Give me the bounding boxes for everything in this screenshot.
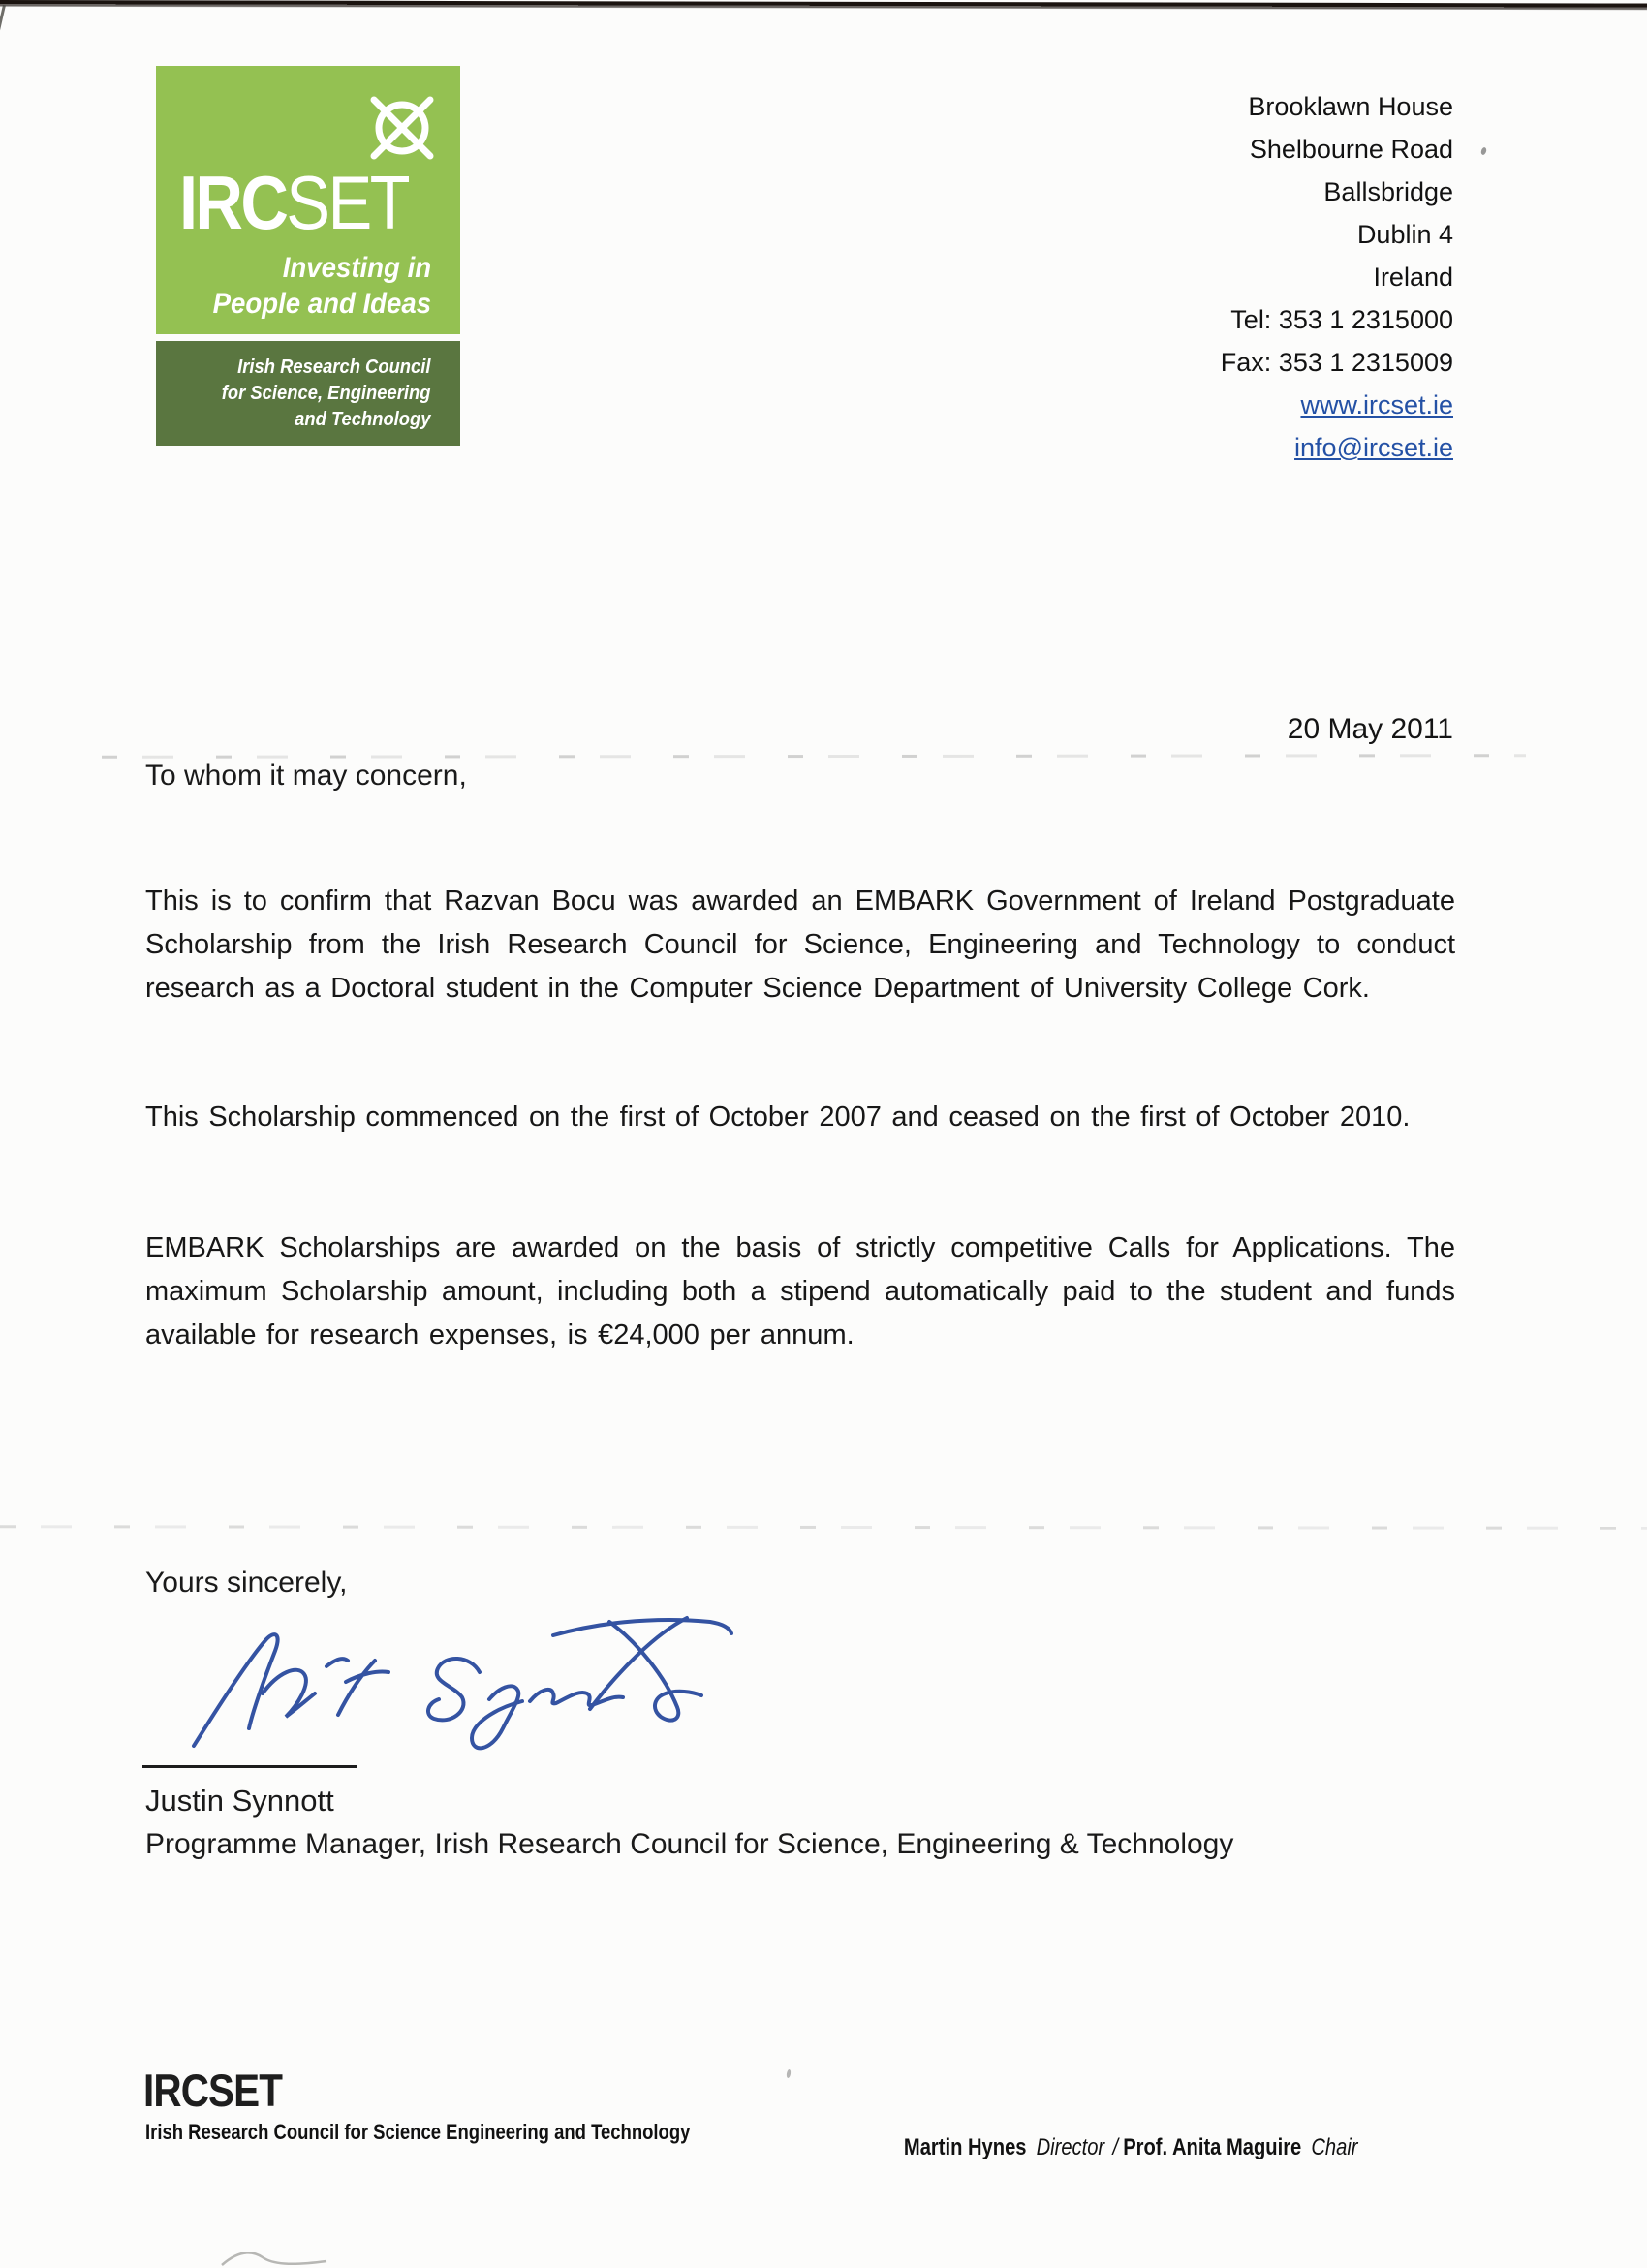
scan-streak-artifact <box>0 1525 1647 1529</box>
logo-tagline-line1: Investing in <box>282 252 431 284</box>
signer-title: Programme Manager, Irish Research Council for Science, Engineering & Technology <box>145 1828 1234 1860</box>
officer-role: Director <box>1036 2134 1105 2160</box>
footer-brand: IRCSET <box>143 2065 283 2116</box>
logo-wordmark <box>179 160 408 245</box>
address-line-fax: Fax: 353 1 2315009 <box>1220 348 1453 377</box>
signature-rule <box>142 1765 357 1768</box>
scan-streak-artifact <box>102 754 1526 759</box>
officer-name: Prof. Anita Maguire <box>1123 2134 1302 2160</box>
letter-date: 20 May 2011 <box>1287 713 1453 745</box>
signer-name: Justin Synnott <box>145 1784 334 1818</box>
address-line: Brooklawn House <box>1248 92 1453 121</box>
scan-corner-artifact <box>0 5 6 66</box>
ircset-logo-subbar <box>156 341 460 446</box>
letter-paragraph: EMBARK Scholarships are awarded on the basis of strictly competitive Calls for Applications. The maximum Scholarship amount, including both a stipend automatically paid to the student and funds available for research expenses, is €24,000 per annum. <box>145 1232 1455 1351</box>
logo-subbar-line2: for Science, Engineering <box>222 383 431 404</box>
logo-wordmark-light: SET <box>286 160 408 245</box>
ircset-logo <box>156 66 460 334</box>
footer-subtitle: Irish Research Council for Science Engineering and Technology <box>145 2120 691 2144</box>
logo-tagline <box>213 250 431 322</box>
address-line-tel: Tel: 353 1 2315000 <box>1230 305 1453 334</box>
letterhead-address <box>1221 85 1453 469</box>
closing: Yours sincerely, <box>145 1567 348 1599</box>
scan-smudge-artifact <box>218 2244 334 2268</box>
letter-paragraph: This is to confirm that Razvan Bocu was awarded an EMBARK Government of Ireland Postgraduate Scholarship from the Irish Research Council for Science, Engineering and Technology to conduct research as a Doctoral student in the Computer Science Department of University College Cork. <box>145 885 1455 1004</box>
officer-name: Martin Hynes <box>904 2134 1027 2160</box>
address-line: Dublin 4 <box>1356 220 1453 249</box>
compass-icon <box>363 89 441 167</box>
officer-role: Chair <box>1311 2134 1358 2160</box>
logo-subbar-line3: and Technology <box>295 409 431 430</box>
salutation: To whom it may concern, <box>145 760 467 792</box>
officer-separator: / <box>1112 2134 1119 2160</box>
logo-subbar-text <box>222 355 431 433</box>
email-link[interactable]: info@ircset.ie <box>1294 433 1453 462</box>
scan-dot-artifact <box>786 2069 792 2079</box>
logo-subbar-line1: Irish Research Council <box>237 357 431 378</box>
logo-wordmark-bold: IRC <box>179 160 287 245</box>
address-line: Ireland <box>1373 263 1453 292</box>
officers-line <box>904 2134 1361 2161</box>
signature-handwriting <box>160 1608 761 1763</box>
website-link[interactable]: www.ircset.ie <box>1300 390 1453 419</box>
letter-paragraph: This Scholarship commenced on the first of October 2007 and ceased on the first of October 2010. <box>145 1102 1411 1133</box>
scan-edge-artifact-top <box>0 0 1647 13</box>
address-line: Shelbourne Road <box>1249 135 1453 164</box>
logo-tagline-line2: People and Ideas <box>212 288 431 320</box>
address-line: Ballsbridge <box>1323 177 1453 206</box>
scan-dot-artifact <box>1480 146 1487 155</box>
